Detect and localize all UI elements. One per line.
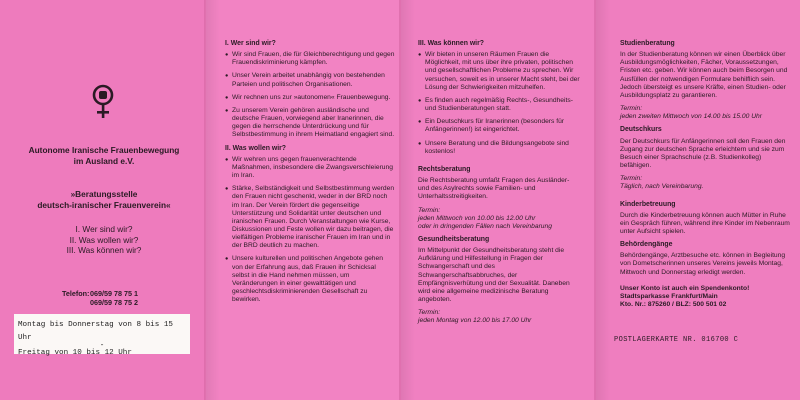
bullet: ● Wir sind Frauen, die für Gleichberechtigung und gegen Frauendiskriminierung kämpfen. (225, 51, 395, 67)
bullet: ● Zu unserem Verein gehören ausländische und deutsche Frauen, vorwiegend aber Iranerinnen, die gegen die herrschende Unterdrückung und für Selbstbestimmung in ihrem Heimatland engagiert sind. (225, 107, 395, 140)
column-services (620, 40, 790, 309)
postlagerkarte-stamp: POSTLAGERKARTE NR. 016700 C (614, 336, 739, 344)
cover-panel (0, 0, 205, 400)
heading-studienberatung: Studienberatung (620, 40, 675, 47)
organization-name: Autonome Iranische Frauenbewegung im Ausland e.V. (28, 145, 180, 166)
telephone: Telefon:069/59 78 75 1 069/59 78 75 2 (62, 289, 138, 307)
heading-rechtsberatung: Rechtsberatung (418, 165, 471, 173)
heading-deutschkurs: Deutschkurs (620, 126, 662, 134)
bullet: ● Wir rechnen uns zur »autonomen« Frauenbewegung. (225, 94, 395, 102)
studienberatung-termin: Termin: jeden zweiten Mittwoch von 14.00 bis 15.00 Uhr (620, 105, 763, 121)
heading-was-wollen-wir: II. Was wollen wir? (225, 144, 287, 152)
column-who-and-what (225, 40, 395, 309)
bullet: ● Unsere kulturellen und politischen Angebote gehen von der Erfahrung aus, daß Frauen ihr Schicksal selbst in die Hand nehmen müssen, um Veränderungen in einer gewalttätigen und geschlechtsdiskriminierenden Gesellschaft zu bewirken. (225, 255, 395, 304)
bullet: ● Ein Deutschkurs für Iranerinnen (besonders für Anfängerinnen!) ist eingerichtet. (418, 118, 580, 134)
gesundheitsberatung-termin: Termin: jeden Montag von 12.00 bis 17.00 Uhr (418, 309, 532, 325)
gesundheitsberatung-text: Im Mittelpunkt der Gesundheitsberatung steht die Aufklärung und Hilfestellung in Fragen der Schwangerschaft und des Schwangerschaftsabbruches, der Empfängnisverhütung und der Sexualität. Daneben wird eine allgemeine medizinische Beratung angeboten. (418, 247, 570, 304)
fold-shadow (206, 0, 220, 400)
fold-shadow (596, 0, 610, 400)
bullet: ● Stärke, Selbständigkeit und Selbstbestimmung werden den Frauen nicht geschenkt, weder in der BRD noch im Iran. Der Verein fördert die gegenseitige Unterstützung und Solidarität unter deutschen und iranischen Frauen. Durch Veranstaltungen wie Kurse, Diskussionen und Feste wollen wir dazu beitragen, die vielfältigen Probleme iranischer Frauen im Iran und in der BRD deutlich zu machen. (225, 185, 395, 250)
heading-gesundheitsberatung: Gesundheitsberatung (418, 235, 490, 243)
deutschkurs-termin: Termin: Täglich, nach Vereinbarung. (620, 175, 704, 191)
bank-account: Unser Konto ist auch ein Spendenkonto! Stadtsparkasse Frankfurt/Main Kto. Nr.: 875260 / BLZ: 500 501 02 (620, 284, 750, 309)
rechtsberatung-termin: Termin: jeden Mittwoch von 10.00 bis 12.00 Uhr oder in dringenden Fällen nach Vereinbarung (418, 206, 552, 230)
deutschkurs-text: Der Deutschkurs für Anfängerinnen soll den Frauen den Zugang zur deutschen Sprache erleichtern und sie zum Besuch einer Sprachschule (z.B. Studienkolleg) befähigen. (620, 137, 786, 170)
bullet: ● Unser Verein arbeitet unabhängig von bestehenden Parteien und politischen Organisationen. (225, 72, 395, 88)
heading-wer-sind-wir: I. Wer sind wir? (225, 40, 276, 47)
behoerdengaenge-text: Behördengänge, Arztbesuche etc. können in Begleitung von Dometscherinnen unseres Vereins jeweils Montag, Mittwoch und Donnerstag erledigt werden. (620, 252, 786, 276)
fold-shadow (401, 0, 415, 400)
heading-kinderbetreuung: Kinderbetreuung (620, 200, 676, 208)
opening-hours-label: Montag bis Donnerstag von 8 bis 15 Uhr - Freitag von 10 bis 12 Uhr (14, 314, 190, 354)
studienberatung-text: In der Studienberatung können wir einen Überblick über Ausbildungsmöglichkeiten, Fächer, Voraussetzungen, Fristen etc. geben. Wir können auch beim Besorgen und Ausfüllen der notwendigen Formulare behilflich sein. Jedoch übersteigt es unsere Kräfte, einen Studien- oder Ausbildungsplatz zu garantieren. (620, 51, 788, 99)
column-what-we-can (418, 40, 580, 331)
heading-was-koennen-wir: III. Was können wir? (418, 40, 484, 47)
bullet: ● Es finden auch regelmäßig Rechts-, Gesundheits- und Studienberatungen statt. (418, 97, 580, 113)
rechtsberatung-text: Die Rechtsberatung umfaßt Fragen des Ausländer- und des Asylrechts sowie Familien- und Unterhaltsstreitigkeiten. (418, 177, 570, 201)
bullet: ● Wir wehren uns gegen frauenverachtende Maßnahmen, insbesondere die Zwangsverschleierung im Iran. (225, 156, 395, 180)
heading-behoerdengaenge: Behördengänge (620, 241, 673, 249)
kinderbetreuung-text: Durch die Kinderbetreuung können auch Mütter in Ruhe ein Gespräch führen, während ihre Kinder im Nebenraum unter Aufsicht spielen. (620, 211, 790, 235)
bullet: ● Unsere Beratung und die Bildungsangebote sind kostenlos! (418, 140, 580, 156)
bullet: ● Wir bieten in unseren Räumen Frauen die Möglichkeit, mit uns über ihre privaten, politischen und gesellschaftlichen Probleme zu sprechen. Wir versuchen, soweit es in unserer Macht steht, bei der Lösung der Schwierigkeiten mitzuhelfen. (418, 51, 580, 92)
subtitle: »Beratungsstelle deutsch-iranischer Frauenverein« (37, 189, 171, 210)
women-symbol-fist-logo (92, 84, 114, 124)
table-of-contents: I. Wer sind wir? II. Was wollen wir? III. Was können wir? (66, 224, 142, 255)
